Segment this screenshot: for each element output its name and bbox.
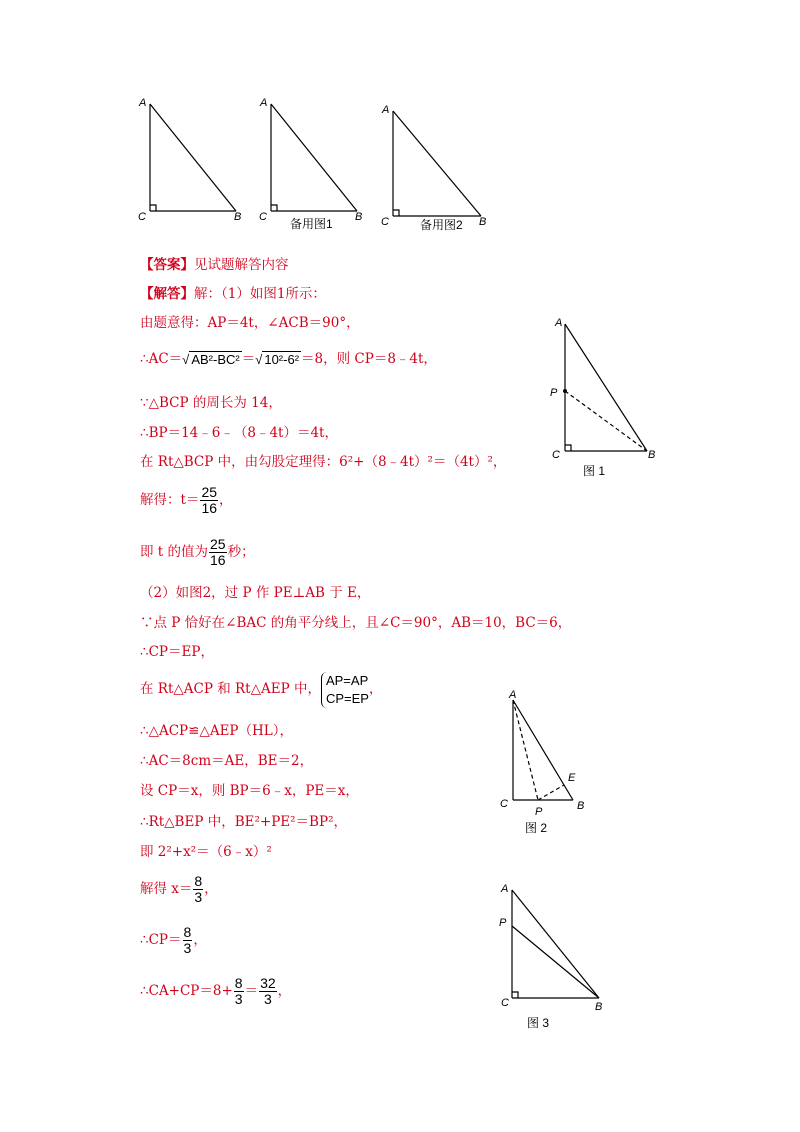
fraction-32-3 <box>259 976 277 1007</box>
system-eq-1: AP=AP <box>325 672 369 688</box>
fig-spare2-label-c: C <box>381 216 389 228</box>
line20-prefix: ∴CA+CP＝8+ <box>140 983 233 999</box>
solution-line-9: （2）如图2，过 P 作 PE⊥AB 于 E， <box>140 585 371 601</box>
fraction-den: 16 <box>210 552 226 568</box>
fig-spare2-label-a: A <box>382 104 390 116</box>
fig2-label-p: P <box>535 806 543 818</box>
fig2-caption: 图 2 <box>525 821 548 835</box>
fig2-label-a: A <box>509 689 517 701</box>
fraction-25-16-b <box>209 537 227 568</box>
top-figures <box>0 0 800 240</box>
solution-line-19 <box>140 923 207 957</box>
figure-spare-1 <box>271 104 357 211</box>
fig3-caption: 图 3 <box>527 1016 550 1030</box>
fig1-label-c: C <box>552 449 560 461</box>
fig-spare2-label-b: B <box>479 216 487 228</box>
fig-spare1-label-b: B <box>355 211 363 223</box>
system-eq-2: CP=EP <box>325 690 369 706</box>
fraction-8-3-b <box>183 925 193 956</box>
solution-line-4: ∵△BCP 的周长为 14， <box>140 395 282 411</box>
fig-spare1-label-c: C <box>259 211 267 223</box>
solution-line-10: ∵点 P 恰好在∠BAC 的角平分线上，且∠C＝90°，AB＝10，BC＝6， <box>140 615 572 631</box>
sqrt-1-radicand: AB²-BC² <box>191 351 240 367</box>
fig-spare1-label-a: A <box>260 97 268 109</box>
fraction-8-3-c <box>234 976 244 1007</box>
solution-line-3 <box>140 350 437 369</box>
figure-3 <box>493 880 613 1032</box>
fraction-num: 8 <box>183 924 192 940</box>
solution-text-1: 解：（1）如图1所示： <box>194 286 326 302</box>
fig1-label-p: P <box>550 387 558 399</box>
equation-system <box>321 672 369 708</box>
fraction-den: 3 <box>234 991 243 1007</box>
line18-prefix: 解得 x＝ <box>140 881 193 897</box>
fig2-label-c: C <box>500 798 508 810</box>
solution-line-5: ∴BP＝14﹣6﹣（8﹣4t）＝4t， <box>140 425 338 441</box>
solution-tag: 【解答】 <box>140 286 194 302</box>
fig-spare1-caption: 备用图1 <box>290 217 333 231</box>
solution-line-7 <box>140 484 233 516</box>
fig1-label-b: B <box>648 449 656 461</box>
solution-line-17: 即 2²+x²＝（6﹣x）² <box>140 844 272 860</box>
fig3-label-a: A <box>501 883 509 895</box>
figure-2 <box>495 686 605 836</box>
sqrt-1: √ AB²-BC² <box>182 351 240 367</box>
fraction-num: 8 <box>234 975 243 991</box>
fraction-den: 3 <box>183 940 192 956</box>
fig3-label-p: P <box>499 917 507 929</box>
fig0-label-c: C <box>138 211 146 223</box>
fig0-label-a: A <box>139 97 147 109</box>
fig3-label-b: B <box>595 1001 603 1013</box>
figure-spare-2 <box>393 111 481 216</box>
solution-line-16: ∴Rt△BEP 中，BE²+PE²＝BP²， <box>140 814 347 830</box>
fraction-num: 25 <box>210 536 226 552</box>
fraction-8-3-a <box>193 874 203 905</box>
line7-suffix: ， <box>219 492 233 508</box>
figure-original <box>150 104 236 211</box>
fig1-caption: 图 1 <box>583 464 606 478</box>
line20-equals: ＝ <box>244 983 259 999</box>
line8-prefix: 即 t 的值为 <box>140 544 209 560</box>
fraction-den: 3 <box>194 889 203 905</box>
fraction-den: 3 <box>263 991 272 1007</box>
fraction-num: 8 <box>194 873 203 889</box>
solution-line-18 <box>140 872 218 906</box>
line3-prefix: ∴AC＝ <box>140 351 183 367</box>
answer-line <box>140 256 289 274</box>
fraction-num: 25 <box>201 484 218 500</box>
fig2-label-e: E <box>568 772 576 784</box>
solution-line-14: ∴AC＝8cm＝AE，BE＝2， <box>140 753 314 769</box>
line18-suffix: ， <box>204 881 218 897</box>
solution-line-6: 在 Rt△BCP 中，由勾股定理得：6²+（8﹣4t）²＝（4t）²， <box>140 454 507 470</box>
line12-suffix: ， <box>368 681 383 697</box>
solution-line-1 <box>140 285 326 303</box>
line7-prefix: 解得：t＝ <box>140 492 200 508</box>
line8-suffix: 秒； <box>227 544 255 560</box>
solution-line-20 <box>140 974 291 1008</box>
line19-prefix: ∴CP＝ <box>140 932 182 948</box>
answer-text: 见试题解答内容 <box>194 257 289 273</box>
solution-line-8 <box>140 536 255 568</box>
fig2-label-b: B <box>577 800 585 812</box>
line12-prefix: 在 Rt△ACP 和 Rt△AEP 中， <box>140 681 321 697</box>
solution-line-15: 设 CP＝x，则 BP＝6﹣x，PE＝x， <box>140 783 359 799</box>
solution-line-13: ∴△ACP≌△AEP（HL）， <box>140 723 294 739</box>
fraction-den: 16 <box>201 500 218 516</box>
solution-line-11: ∴CP＝EP， <box>140 644 214 660</box>
solution-line-12 <box>140 669 382 709</box>
fig0-label-b: B <box>234 211 242 223</box>
fig-spare2-caption: 备用图2 <box>420 218 463 232</box>
fig3-label-c: C <box>501 997 509 1009</box>
line20-suffix: ， <box>277 983 292 999</box>
figure-1 <box>540 312 670 482</box>
sqrt-2: √ 10²-6² <box>255 351 300 367</box>
fraction-num: 32 <box>260 975 276 991</box>
fig1-label-a: A <box>555 317 563 329</box>
line19-suffix: ， <box>193 932 207 948</box>
fraction-25-16-a <box>200 485 218 516</box>
solution-line-2: 由题意得：AP＝4t，∠ACB＝90°， <box>140 315 360 331</box>
line3-equals: ＝ <box>241 351 256 367</box>
answer-tag: 【答案】 <box>140 257 194 273</box>
line3-suffix: ＝8，则 CP＝8﹣4t， <box>301 351 437 367</box>
sqrt-2-radicand: 10²-6² <box>264 351 300 367</box>
